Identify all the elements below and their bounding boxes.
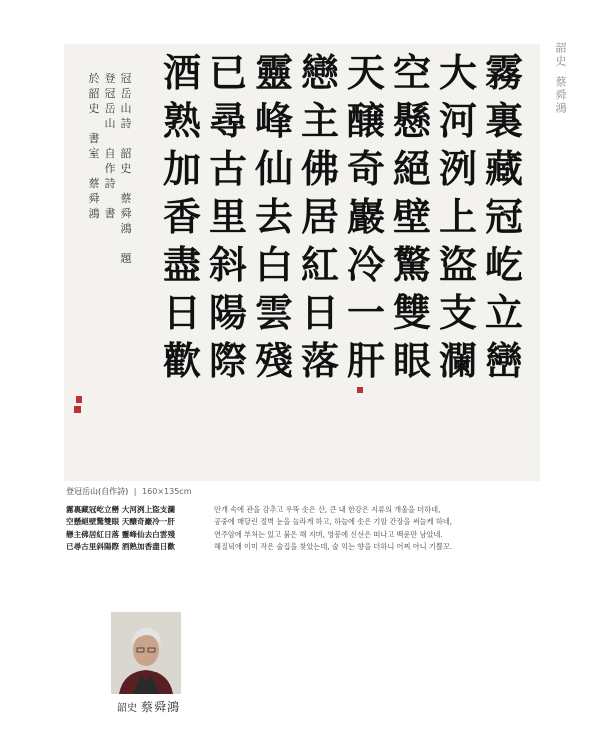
poem-korean-line: 안개 속에 관을 감추고 우뚝 솟은 산, 큰 내 한강은 지류의 개울을 더하네, — [214, 505, 441, 514]
poem-korean — [214, 504, 544, 554]
poem-korean-line: 해질녘에 이미 작은 술집을 찾았는데, 술 익는 향을 더하니 어찌 아니 기쁠꼬. — [214, 542, 452, 552]
poem-hanja-line: 戀主佛居紅日落 靈峰仙去白雲殘 — [66, 529, 175, 539]
seal-stamp — [76, 396, 82, 403]
calligraphy-column: 已尋古里斜陽際 — [208, 50, 248, 383]
seal-stamp — [357, 387, 363, 393]
poem-hanja-line: 已尋古里斜陽際 酒熟加香盡日歡 — [66, 542, 175, 552]
artwork-caption: 登冠岳山(自作詩) | 160×135cm — [66, 487, 192, 496]
calligraphy-column: 大河洌上盜支瀾 — [438, 50, 478, 383]
inscription-column: 登冠岳山 自作詩 書 — [104, 72, 116, 220]
artist-signature — [117, 698, 180, 715]
poem-korean-line: 연주암에 부처는 있고 붉은 해 지며, 영봉에 신선은 떠나고 백운만 남았네. — [214, 529, 443, 539]
calligraphy-column: 靈峰仙去白雲殘 — [254, 50, 294, 383]
calligraphy-column: 空懸絕壁驚雙眼 — [392, 50, 432, 383]
poem-hanja — [66, 504, 206, 554]
artist-name: 蔡舜鴻 — [554, 76, 567, 115]
seal-stamp — [74, 406, 81, 413]
inscription-column: 冠岳山詩 韶史 蔡舜鴻 題 — [120, 72, 132, 265]
poem-hanja-line: 空懸絕壁驚雙眼 天醸奇巖冷一肝 — [66, 517, 175, 527]
artist-portrait — [111, 612, 181, 694]
signature-pen-name: 韶史 — [117, 703, 137, 714]
artwork-title: 登冠岳山(自作詩) — [66, 487, 129, 496]
calligraphy-artwork — [64, 44, 540, 481]
calligraphy-column: 戀主佛居紅日落 — [300, 50, 340, 383]
poem-korean-line: 공중에 매달린 절벽 눈을 놀라게 하고, 하늘에 솟은 기암 간장을 써늘케 하네, — [214, 517, 452, 527]
inscription-column: 於韶史 書室 蔡舜鴻 — [88, 72, 100, 220]
artwork-dimensions: 160×135cm — [142, 487, 192, 496]
artist-vertical-name — [552, 42, 568, 115]
calligraphy-column: 霧裏藏冠屹立巒 — [484, 50, 524, 383]
calligraphy-column: 酒熟加香盡日歡 — [162, 50, 202, 383]
artist-pen-name: 韶史 — [554, 42, 567, 68]
poem-hanja-line: 霧裏藏冠屹立巒 大河洌上盜支瀾 — [66, 505, 175, 514]
calligraphy-column: 天醸奇巖冷一肝 — [346, 50, 386, 383]
signature-name: 蔡舜鴻 — [141, 700, 181, 714]
